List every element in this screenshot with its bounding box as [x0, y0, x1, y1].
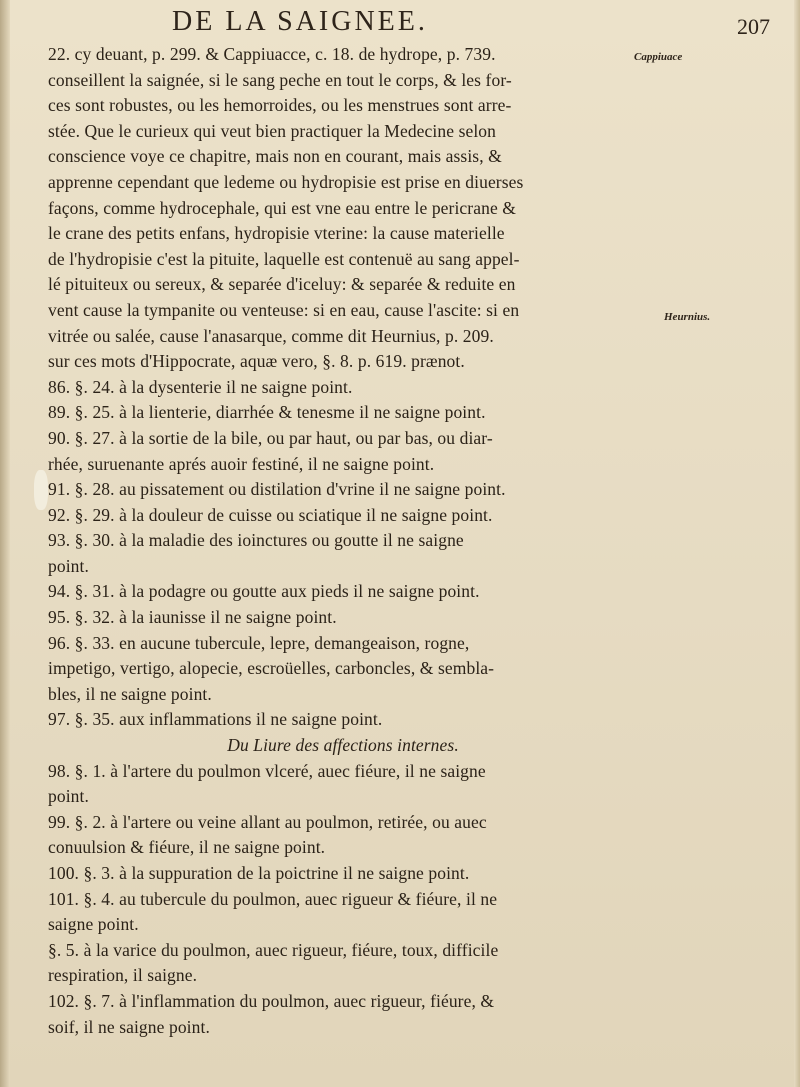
text-line: bles, il ne saigne point.: [48, 683, 212, 704]
text-line: soif, il ne saigne point.: [48, 1016, 210, 1037]
text-line: 95. §. 32. à la iaunisse il ne saigne point.: [48, 607, 337, 628]
text-line: 101. §. 4. au tubercule du poulmon, auec rigueur & fiéure, il ne: [48, 888, 498, 909]
text-line: 93. §. 30. à la maladie des ioinctures ou goutte il ne saigne: [48, 530, 464, 551]
body-text: [48, 42, 638, 1040]
paper-stain: [34, 470, 48, 510]
text-line: ces sont robustes, ou les hemorroides, ou les menstrues sont arre-: [48, 95, 512, 116]
text-line: respiration, il saigne.: [48, 965, 198, 986]
text-line: point.: [48, 786, 89, 807]
text-line: apprenne cependant que ledeme ou hydropisie est prise en diuerses: [48, 171, 524, 192]
text-line: rhée, suruenante aprés auoir festiné, il ne saigne point.: [48, 453, 435, 474]
text-line: 99. §. 2. à l'artere ou veine allant au poulmon, retirée, ou auec: [48, 811, 487, 832]
text-line: sur ces mots d'Hippocrate, aquæ vero, §. 8. p. 619. prænot.: [48, 351, 465, 372]
text-line: point.: [48, 555, 89, 576]
text-line: 89. §. 25. à la lienterie, diarrhée & tenesme il ne saigne point.: [48, 402, 486, 423]
section-heading: Du Liure des affections internes.: [227, 735, 459, 756]
text-line: lé pituiteux ou sereux, & separée d'iceluy: & separée & reduite en: [48, 274, 516, 295]
text-line: 97. §. 35. aux inflammations il ne saigne point.: [48, 709, 383, 730]
page-number: 207: [737, 14, 770, 39]
running-title: DE LA SAIGNEE.: [172, 6, 428, 37]
text-line: 86. §. 24. à la dysenterie il ne saigne point.: [48, 376, 353, 397]
text-line: 22. cy deuant, p. 299. & Cappiuacce, c. 18. de hydrope, p. 739.: [48, 44, 496, 64]
text-line: 90. §. 27. à la sortie de la bile, ou par haut, ou par bas, ou diar-: [48, 427, 493, 448]
text-line: 102. §. 7. à l'inflammation du poulmon, auec rigueur, fiéure, &: [48, 990, 495, 1011]
text-line: 100. §. 3. à la suppuration de la poictrine il ne saigne point.: [48, 863, 470, 883]
text-line: le crane des petits enfans, hydropisie vterine: la cause materielle: [48, 223, 505, 244]
text-line: impetigo, vertigo, alopecie, escroüelles, carboncles, & sembla-: [48, 658, 495, 679]
text-line: stée. Que le curieux qui veut bien practiquer la Medecine selon: [48, 120, 497, 141]
text-line: §. 5. à la varice du poulmon, auec rigueur, fiéure, toux, difficile: [48, 939, 499, 960]
text-line: vitrée ou salée, cause l'anasarque, comme dit Heurnius, p. 209.: [48, 325, 494, 346]
text-line: 91. §. 28. au pissatement ou distilation d'vrine il ne saigne point.: [48, 479, 506, 500]
text-line: 94. §. 31. à la podagre ou goutte aux pieds il ne saigne point.: [48, 581, 480, 602]
text-line: saigne point.: [48, 914, 139, 935]
text-line: vent cause la tympanite ou venteuse: si en eau, cause l'ascite: si en: [48, 299, 520, 320]
margin-note-heurnius: Heurnius.: [664, 311, 711, 323]
text-line: conuulsion & fiéure, il ne saigne point.: [48, 837, 326, 858]
page-header: [150, 6, 770, 42]
text-line: façons, comme hydrocephale, qui est vne eau entre le pericrane &: [48, 197, 516, 218]
text-line: de l'hydropisie c'est la pituite, laquelle est contenuë au sang appel-: [48, 248, 520, 269]
text-line: 98. §. 1. à l'artere du poulmon vlceré, auec fiéure, il ne saigne: [48, 760, 486, 781]
margin-note-cappiuace: Cappiuace: [634, 51, 683, 63]
text-line: 96. §. 33. en aucune tubercule, lepre, demangeaison, rogne,: [48, 632, 470, 653]
text-line: conscience voye ce chapitre, mais non en courant, mais assis, &: [48, 146, 502, 167]
text-line: conseillent la saignée, si le sang peche en tout le corps, & les for-: [48, 69, 512, 90]
text-line: 92. §. 29. à la douleur de cuisse ou sciatique il ne saigne point.: [48, 504, 493, 525]
